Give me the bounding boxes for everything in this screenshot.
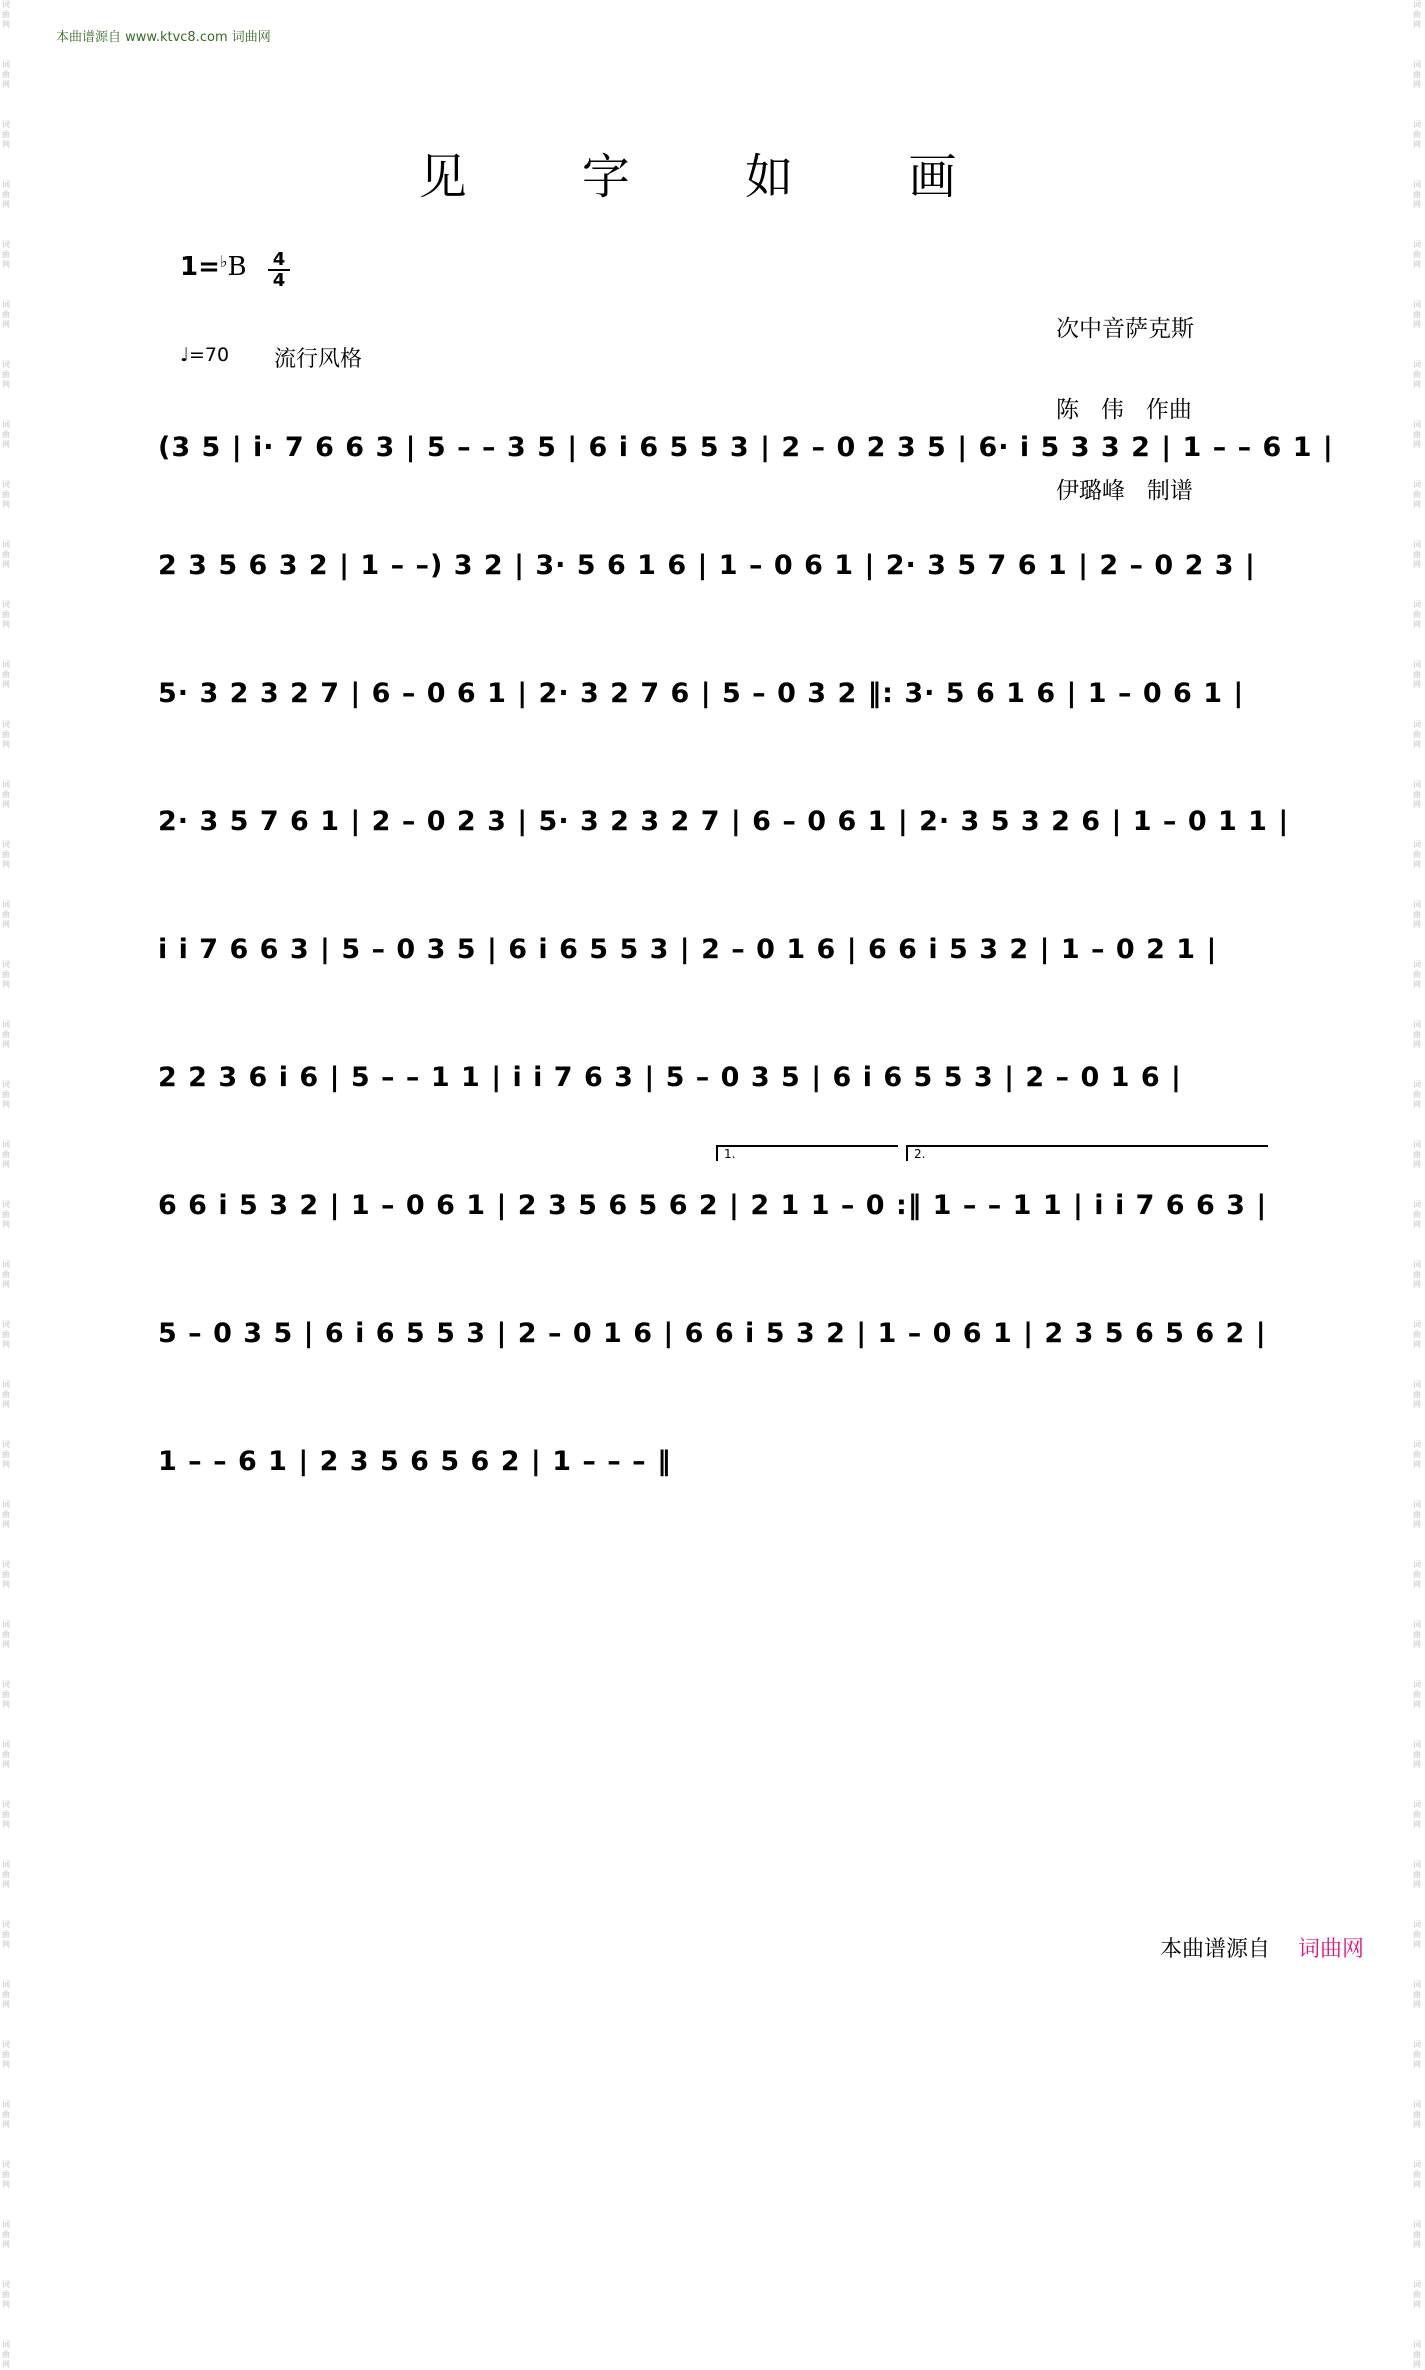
watermark-glyph: 词曲网 bbox=[2, 840, 10, 869]
footer-source: 本曲谱源自 bbox=[1160, 1937, 1271, 1962]
key-prefix: 1= bbox=[180, 252, 220, 282]
notation-row bbox=[158, 538, 1273, 602]
notation-row-text: i i 7 6 6 3 | 5 – 0 3 5 | 6 i 6 5 5 3 | 2 – 0 1 6 | 6 6 i 5 3 2 | 1 – 0 2 1 | bbox=[158, 934, 1218, 965]
watermark-glyph: 词曲网 bbox=[2, 1200, 10, 1229]
watermark-glyph: 词曲网 bbox=[1413, 720, 1421, 749]
watermark-glyph: 词曲网 bbox=[1413, 1080, 1421, 1109]
notation-row bbox=[158, 666, 1273, 730]
watermark-glyph: 词曲网 bbox=[2, 1740, 10, 1769]
notation-row bbox=[158, 1306, 1273, 1370]
watermark-glyph: 词曲网 bbox=[1413, 0, 1421, 29]
notation-row bbox=[158, 1178, 1273, 1242]
watermark-glyph: 词曲网 bbox=[2, 1260, 10, 1289]
credit-composer: 陈 伟 作曲 bbox=[1056, 397, 1192, 423]
watermark-glyph: 词曲网 bbox=[1413, 1140, 1421, 1169]
watermark-glyph: 词曲网 bbox=[2, 360, 10, 389]
source-line: 本曲谱源自 www.ktvc8.com 词曲网 bbox=[56, 30, 271, 45]
flat-sign: ♭ bbox=[219, 252, 228, 271]
watermark-glyph: 词曲网 bbox=[1413, 480, 1421, 509]
notation-row bbox=[158, 1434, 1273, 1498]
watermark-glyph: 词曲网 bbox=[2, 120, 10, 149]
key-signature bbox=[180, 252, 247, 282]
watermark-glyph: 词曲网 bbox=[1413, 240, 1421, 269]
watermark-glyph: 词曲网 bbox=[2, 240, 10, 269]
watermark-glyph: 词曲网 bbox=[1413, 2100, 1421, 2129]
watermark-glyph: 词曲网 bbox=[1413, 2160, 1421, 2189]
watermark-glyph: 词曲网 bbox=[1413, 1560, 1421, 1589]
watermark-glyph: 词曲网 bbox=[1413, 1500, 1421, 1529]
watermark-glyph: 词曲网 bbox=[2, 900, 10, 929]
watermark-glyph: 词曲网 bbox=[2, 1800, 10, 1829]
notation-row-text: 6 6 i 5 3 2 | 1 – 0 6 1 | 2 3 5 6 5 6 2 | 2 1 1 – 0 :‖ 1 – – 1 1 | i i 7 6 6 3 | bbox=[158, 1190, 1268, 1221]
watermark-glyph: 词曲网 bbox=[2, 540, 10, 569]
time-signature bbox=[268, 250, 290, 290]
watermark-glyph: 词曲网 bbox=[2, 480, 10, 509]
watermark-glyph: 词曲网 bbox=[1413, 960, 1421, 989]
watermark-glyph: 词曲网 bbox=[1413, 120, 1421, 149]
watermark-glyph: 词曲网 bbox=[1413, 2220, 1421, 2249]
watermark-glyph: 词曲网 bbox=[1413, 900, 1421, 929]
watermark-strip-left bbox=[0, 0, 14, 2369]
watermark-glyph: 词曲网 bbox=[1413, 1200, 1421, 1229]
time-bottom: 4 bbox=[272, 270, 286, 291]
watermark-glyph: 词曲网 bbox=[2, 420, 10, 449]
watermark-glyph: 词曲网 bbox=[2, 1680, 10, 1709]
watermark-glyph: 词曲网 bbox=[2, 1140, 10, 1169]
watermark-glyph: 词曲网 bbox=[1413, 1020, 1421, 1049]
watermark-glyph: 词曲网 bbox=[1413, 540, 1421, 569]
notation-row-text: 2 2 3 6 i 6 | 5 – – 1 1 | i i 7 6 3 | 5 – 0 3 5 | 6 i 6 5 5 3 | 2 – 0 1 6 | bbox=[158, 1062, 1182, 1093]
watermark-glyph: 词曲网 bbox=[1413, 60, 1421, 89]
notation-row bbox=[158, 1050, 1273, 1114]
watermark-glyph: 词曲网 bbox=[2, 1080, 10, 1109]
watermark-glyph: 词曲网 bbox=[1413, 180, 1421, 209]
watermark-glyph: 词曲网 bbox=[2, 600, 10, 629]
watermark-glyph: 词曲网 bbox=[1413, 660, 1421, 689]
watermark-glyph: 词曲网 bbox=[2, 2160, 10, 2189]
tempo-marking: ♩=70 bbox=[180, 344, 230, 366]
watermark-glyph: 词曲网 bbox=[1413, 1800, 1421, 1829]
volta-1-label: 1. bbox=[724, 1147, 736, 1161]
volta-first-ending bbox=[716, 1145, 898, 1161]
notation-row-text: 2 3 5 6 3 2 | 1 – –) 3 2 | 3· 5 6 1 6 | 1 – 0 6 1 | 2· 3 5 7 6 1 | 2 – 0 2 3 | bbox=[158, 550, 1256, 581]
watermark-glyph: 词曲网 bbox=[1413, 1980, 1421, 2009]
watermark-glyph: 词曲网 bbox=[1413, 1740, 1421, 1769]
watermark-glyph: 词曲网 bbox=[1413, 2040, 1421, 2069]
watermark-glyph: 词曲网 bbox=[2, 780, 10, 809]
watermark-glyph: 词曲网 bbox=[2, 1500, 10, 1529]
watermark-glyph: 词曲网 bbox=[2, 1620, 10, 1649]
watermark-glyph: 词曲网 bbox=[2, 1020, 10, 1049]
key-note: B bbox=[227, 252, 247, 282]
watermark-glyph: 词曲网 bbox=[2, 2340, 10, 2369]
watermark-glyph: 词曲网 bbox=[1413, 1860, 1421, 1889]
notation-row-text: 1 – – 6 1 | 2 3 5 6 5 6 2 | 1 – – – ‖ bbox=[158, 1446, 672, 1477]
style-marking: 流行风格 bbox=[274, 347, 363, 372]
notation-row bbox=[158, 922, 1273, 986]
credit-arranger: 伊璐峰 制谱 bbox=[1056, 478, 1193, 504]
footer-site-link[interactable]: 词曲网 bbox=[1298, 1937, 1365, 1962]
watermark-glyph: 词曲网 bbox=[2, 1980, 10, 2009]
watermark-glyph: 词曲网 bbox=[2, 2040, 10, 2069]
watermark-glyph: 词曲网 bbox=[1413, 1620, 1421, 1649]
notation-row-text: 5 – 0 3 5 | 6 i 6 5 5 3 | 2 – 0 1 6 | 6 6 i 5 3 2 | 1 – 0 6 1 | 2 3 5 6 5 6 2 | bbox=[158, 1318, 1267, 1349]
watermark-glyph: 词曲网 bbox=[1413, 420, 1421, 449]
watermark-glyph: 词曲网 bbox=[1413, 2280, 1421, 2309]
watermark-glyph: 词曲网 bbox=[1413, 840, 1421, 869]
notation-row-text: 5· 3 2 3 2 7 | 6 – 0 6 1 | 2· 3 2 7 6 | 5 – 0 3 2 ‖: 3· 5 6 1 6 | 1 – 0 6 1 | bbox=[158, 678, 1245, 709]
watermark-glyph: 词曲网 bbox=[1413, 1920, 1421, 1949]
watermark-glyph: 词曲网 bbox=[2, 2280, 10, 2309]
volta-second-ending bbox=[906, 1145, 1268, 1161]
notation-row bbox=[158, 794, 1290, 858]
watermark-glyph: 词曲网 bbox=[1413, 1440, 1421, 1469]
credit-instrument: 次中音萨克斯 bbox=[1056, 316, 1194, 342]
watermark-glyph: 词曲网 bbox=[2, 1380, 10, 1409]
notation-row bbox=[158, 420, 1334, 484]
watermark-glyph: 词曲网 bbox=[2, 720, 10, 749]
watermark-glyph: 词曲网 bbox=[2, 1920, 10, 1949]
score-title: 见 字 如 画 bbox=[418, 149, 1007, 205]
notation-row-text: 2· 3 5 7 6 1 | 2 – 0 2 3 | 5· 3 2 3 2 7 | 6 – 0 6 1 | 2· 3 5 3 2 6 | 1 – 0 1 1 | bbox=[158, 806, 1290, 837]
watermark-glyph: 词曲网 bbox=[1413, 780, 1421, 809]
watermark-glyph: 词曲网 bbox=[1413, 1320, 1421, 1349]
watermark-glyph: 词曲网 bbox=[2, 2100, 10, 2129]
watermark-glyph: 词曲网 bbox=[2, 0, 10, 29]
watermark-glyph: 词曲网 bbox=[1413, 1260, 1421, 1289]
watermark-glyph: 词曲网 bbox=[2, 1440, 10, 1469]
watermark-glyph: 词曲网 bbox=[1413, 2340, 1421, 2369]
watermark-glyph: 词曲网 bbox=[1413, 1680, 1421, 1709]
watermark-glyph: 词曲网 bbox=[1413, 600, 1421, 629]
watermark-glyph: 词曲网 bbox=[2, 660, 10, 689]
watermark-glyph: 词曲网 bbox=[2, 1860, 10, 1889]
watermark-glyph: 词曲网 bbox=[1413, 1380, 1421, 1409]
credits bbox=[1056, 262, 1194, 532]
watermark-glyph: 词曲网 bbox=[2, 300, 10, 329]
watermark-strip-right bbox=[1411, 0, 1425, 2369]
notation-row-text: (3 5 | i· 7 6 6 3 | 5 – – 3 5 | 6 i 6 5 5 3 | 2 – 0 2 3 5 | 6· i 5 3 3 2 | 1 – – 6 1 | bbox=[158, 432, 1334, 463]
volta-2-label: 2. bbox=[914, 1147, 926, 1161]
watermark-glyph: 词曲网 bbox=[2, 180, 10, 209]
time-top: 4 bbox=[268, 250, 290, 271]
watermark-glyph: 词曲网 bbox=[2, 1560, 10, 1589]
watermark-glyph: 词曲网 bbox=[1413, 360, 1421, 389]
watermark-glyph: 词曲网 bbox=[2, 60, 10, 89]
watermark-glyph: 词曲网 bbox=[1413, 300, 1421, 329]
watermark-glyph: 词曲网 bbox=[2, 960, 10, 989]
watermark-glyph: 词曲网 bbox=[2, 2220, 10, 2249]
watermark-glyph: 词曲网 bbox=[2, 1320, 10, 1349]
